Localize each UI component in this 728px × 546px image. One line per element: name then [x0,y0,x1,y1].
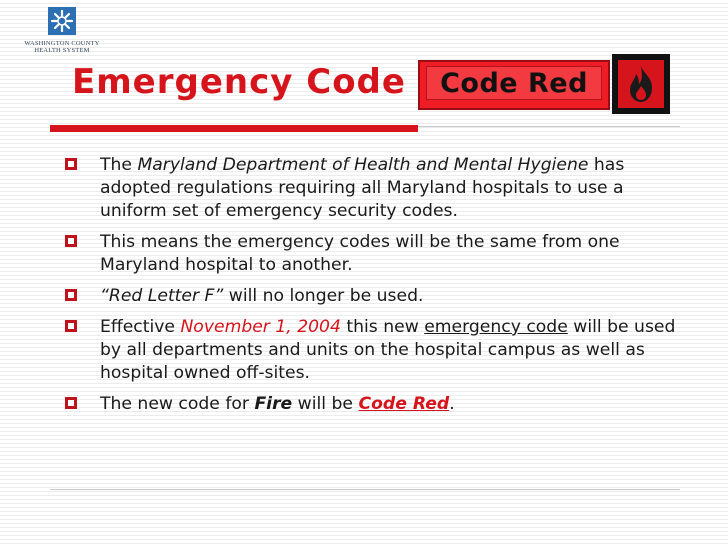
bullet-4-post: will be used by all departments and units on the hospital campus as well as hospital owned off-sites. [100,317,676,383]
fire-icon-box-inner [618,60,664,108]
bullet-1-pre: The [100,155,138,175]
bullet-item-4 [62,316,682,385]
bullet-5-mid: will be [292,394,359,414]
health-system-logo [22,6,102,54]
effective-date: November 1, 2004 [180,317,341,337]
bottom-divider [50,489,680,490]
square-bullet-icon [65,289,77,301]
bullet-item-3 [62,285,682,308]
bullet-3-quote: “Red Letter F” [100,286,224,306]
logo-line-1: WASHINGTON COUNTY [24,40,100,47]
bullet-5-pre: The new code for [100,394,255,414]
bullet-2-text: This means the emergency codes will be the same from one Maryland hospital to another. [100,232,620,275]
slide-title: Emergency Code [72,62,406,102]
top-divider [418,126,680,127]
bullet-5-post: . [449,394,455,414]
logo-emblem-icon [47,6,77,36]
code-red-term: Code Red [358,394,450,414]
code-red-box [418,60,610,110]
emergency-code-term: emergency code [424,317,568,337]
square-bullet-icon [65,397,77,409]
bullet-4-mid: this new [340,317,425,337]
bullet-1-org: Maryland Department of Health and Mental Hygiene [137,155,589,175]
title-underline-bar [50,125,418,132]
code-red-label: Code Red [440,67,588,99]
fire-icon-box [612,54,670,114]
fire-term: Fire [254,394,293,414]
bullet-item-5 [62,393,682,416]
code-red-box-inner [426,66,602,100]
bullet-item-2 [62,231,682,277]
bullet-list [62,154,682,424]
square-bullet-icon [65,320,77,332]
bullet-item-1 [62,154,682,223]
flame-icon [623,64,659,104]
logo-line-2: HEALTH SYSTEM [34,47,90,54]
bullet-4-pre: Effective [100,317,181,337]
bullet-1-post: has adopted regulations requiring all Maryland hospitals to use a uniform set of emergency security codes. [100,155,625,221]
bullet-3-post: will no longer be used. [223,286,424,306]
square-bullet-icon [65,158,77,170]
square-bullet-icon [65,235,77,247]
